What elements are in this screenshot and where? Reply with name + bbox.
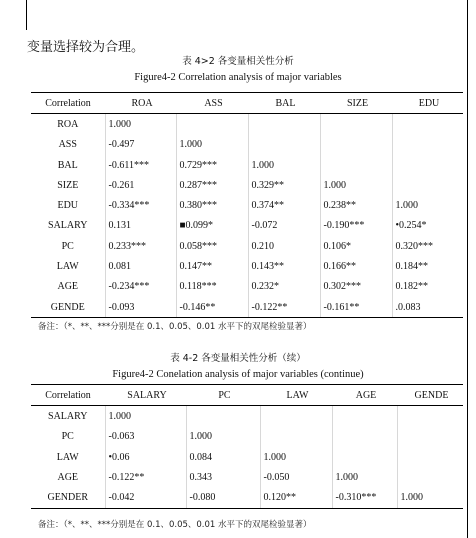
column-header: PC <box>186 385 260 406</box>
table-cell <box>392 175 463 195</box>
table-cell <box>397 447 463 467</box>
table-cell <box>260 427 332 447</box>
row-label: SALARY <box>48 220 88 232</box>
table-cell: -0.261 <box>105 175 176 195</box>
table-cell: 0.329** <box>248 175 320 195</box>
table-cell: •0.254* <box>392 216 463 236</box>
table-cell: 0.380*** <box>176 195 248 215</box>
table-cell <box>332 427 397 447</box>
table-cell: 0.118*** <box>176 277 248 297</box>
table-cell: -0.063 <box>105 427 186 447</box>
table-cell: -0.310*** <box>332 487 397 508</box>
table-cell: 1.000 <box>105 114 176 135</box>
table-cell <box>320 135 392 155</box>
table-cell <box>248 135 320 155</box>
table-cell: 0.287*** <box>176 175 248 195</box>
table-cell <box>397 467 463 487</box>
table-cell: 0.166** <box>320 256 392 276</box>
column-header: SALARY <box>105 385 186 406</box>
table2-title-en: Figure4-2 Conelation analysis of major variables (continue) <box>112 369 364 380</box>
table-row <box>31 195 463 215</box>
table-cell: -0.161** <box>320 297 392 318</box>
table-cell <box>397 427 463 447</box>
table-cell: 1.000 <box>260 447 332 467</box>
row-label: ROA <box>57 118 79 130</box>
table-row <box>31 175 463 195</box>
table-row <box>31 427 463 447</box>
table1-title-en: Figure4-2 Correlation analysis of major variables <box>134 72 342 83</box>
table-cell: 1.000 <box>176 135 248 155</box>
table-cell <box>397 406 463 427</box>
table-cell: 1.000 <box>392 195 463 215</box>
correlation-table-1 <box>31 92 463 318</box>
row-label: GENDE <box>31 297 105 318</box>
table-cell: 1.000 <box>105 406 186 427</box>
row-label: LAW <box>56 451 79 463</box>
table-cell: 0.343 <box>186 467 260 487</box>
table-cell: -0.042 <box>105 487 186 508</box>
page-frame-left-edge <box>26 0 27 30</box>
table-cell: 0.374** <box>248 195 320 215</box>
column-header: LAW <box>260 385 332 406</box>
row-label: EDU <box>57 200 79 212</box>
table-row <box>31 447 463 467</box>
table-cell: 0.182** <box>392 277 463 297</box>
table-row <box>31 297 463 318</box>
table-cell: -0.050 <box>260 467 332 487</box>
table-cell: 0.106* <box>320 236 392 256</box>
row-label: SALARY <box>48 410 88 422</box>
intro-text: 变量选择较为合理。 <box>27 40 145 55</box>
table-cell: -0.190*** <box>320 216 392 236</box>
table-cell: ■0.099* <box>176 216 248 236</box>
table-cell: 0.238** <box>320 195 392 215</box>
table-cell <box>186 406 260 427</box>
table-cell <box>260 406 332 427</box>
table-cell: 0.147** <box>176 256 248 276</box>
table-cell: -0.234*** <box>105 277 176 297</box>
table-cell <box>332 447 397 467</box>
table-cell <box>392 114 463 135</box>
table-cell: -0.122** <box>105 467 186 487</box>
table-row <box>31 406 463 427</box>
row-label: AGE <box>57 471 79 483</box>
table-row <box>31 487 463 508</box>
table-row <box>31 216 463 236</box>
table-cell: -0.122** <box>248 297 320 318</box>
table-cell: 0.058*** <box>176 236 248 256</box>
table1-note: 备注：（*、**、***分别是在 0.1、0.05、0.01 水平下的双尾检验显著） <box>38 322 312 332</box>
table-cell: 0.143** <box>248 256 320 276</box>
table-cell <box>332 406 397 427</box>
table-cell: -0.146** <box>176 297 248 318</box>
row-label: BAL <box>57 159 78 171</box>
correlation-table-2 <box>31 384 463 509</box>
table-row <box>31 135 463 155</box>
row-label: ASS <box>58 139 77 151</box>
table-cell: 1.000 <box>320 175 392 195</box>
column-header: Correlation <box>31 385 105 406</box>
table-cell: 0.081 <box>105 256 176 276</box>
table-cell: 0.120** <box>260 487 332 508</box>
column-header: BAL <box>248 93 320 114</box>
table-cell: 0.233*** <box>105 236 176 256</box>
table-cell: 0.232* <box>248 277 320 297</box>
column-header: AGE <box>332 385 397 406</box>
table-row <box>31 155 463 175</box>
table2-header-row <box>31 385 463 406</box>
table2-note: 备注：（*、**、***分别是在 0.1、0.05、0.01 水平下的双尾检验显著） <box>38 520 312 530</box>
table-cell: -0.080 <box>186 487 260 508</box>
table-cell: -0.072 <box>248 216 320 236</box>
table-row <box>31 256 463 276</box>
column-header: SIZE <box>320 93 392 114</box>
table-cell: 0.729*** <box>176 155 248 175</box>
table-cell: 0.131 <box>105 216 176 236</box>
table-cell: .0.083 <box>392 297 463 318</box>
table1-title-cn: 表 4>2 各变量相关性分析 <box>182 56 294 67</box>
column-header: ROA <box>105 93 176 114</box>
table-cell <box>320 114 392 135</box>
table-row <box>31 277 463 297</box>
column-header: Correlation <box>31 93 105 114</box>
table-cell <box>392 155 463 175</box>
table-cell: 1.000 <box>397 487 463 508</box>
table-cell: -0.497 <box>105 135 176 155</box>
table-cell: -0.334*** <box>105 195 176 215</box>
table-cell <box>392 135 463 155</box>
table-cell: 0.320*** <box>392 236 463 256</box>
table-cell: -0.093 <box>105 297 176 318</box>
table2-title-cn: 表 4-2 各变量相关性分析（续） <box>170 353 306 364</box>
row-label: PC <box>61 240 74 252</box>
table-row <box>31 236 463 256</box>
row-label: GENDER <box>31 487 105 508</box>
table-cell: 0.210 <box>248 236 320 256</box>
table1-header-row <box>31 93 463 114</box>
column-header: GENDE <box>397 385 463 406</box>
table-cell: •0.06 <box>105 447 186 467</box>
column-header: EDU <box>392 93 463 114</box>
row-label: AGE <box>57 281 79 293</box>
column-header: ASS <box>176 93 248 114</box>
table-cell: -0.611*** <box>105 155 176 175</box>
table-cell: 0.184** <box>392 256 463 276</box>
table-cell <box>320 155 392 175</box>
table-cell: 1.000 <box>248 155 320 175</box>
row-label: LAW <box>56 261 79 273</box>
row-label: PC <box>61 431 74 443</box>
table-row <box>31 114 463 135</box>
table-row <box>31 467 463 487</box>
table-cell: 1.000 <box>332 467 397 487</box>
table-cell: 0.302*** <box>320 277 392 297</box>
table-cell <box>248 114 320 135</box>
table-cell <box>176 114 248 135</box>
row-label: SIZE <box>57 179 79 191</box>
table-cell: 0.084 <box>186 447 260 467</box>
table-cell: 1.000 <box>186 427 260 447</box>
